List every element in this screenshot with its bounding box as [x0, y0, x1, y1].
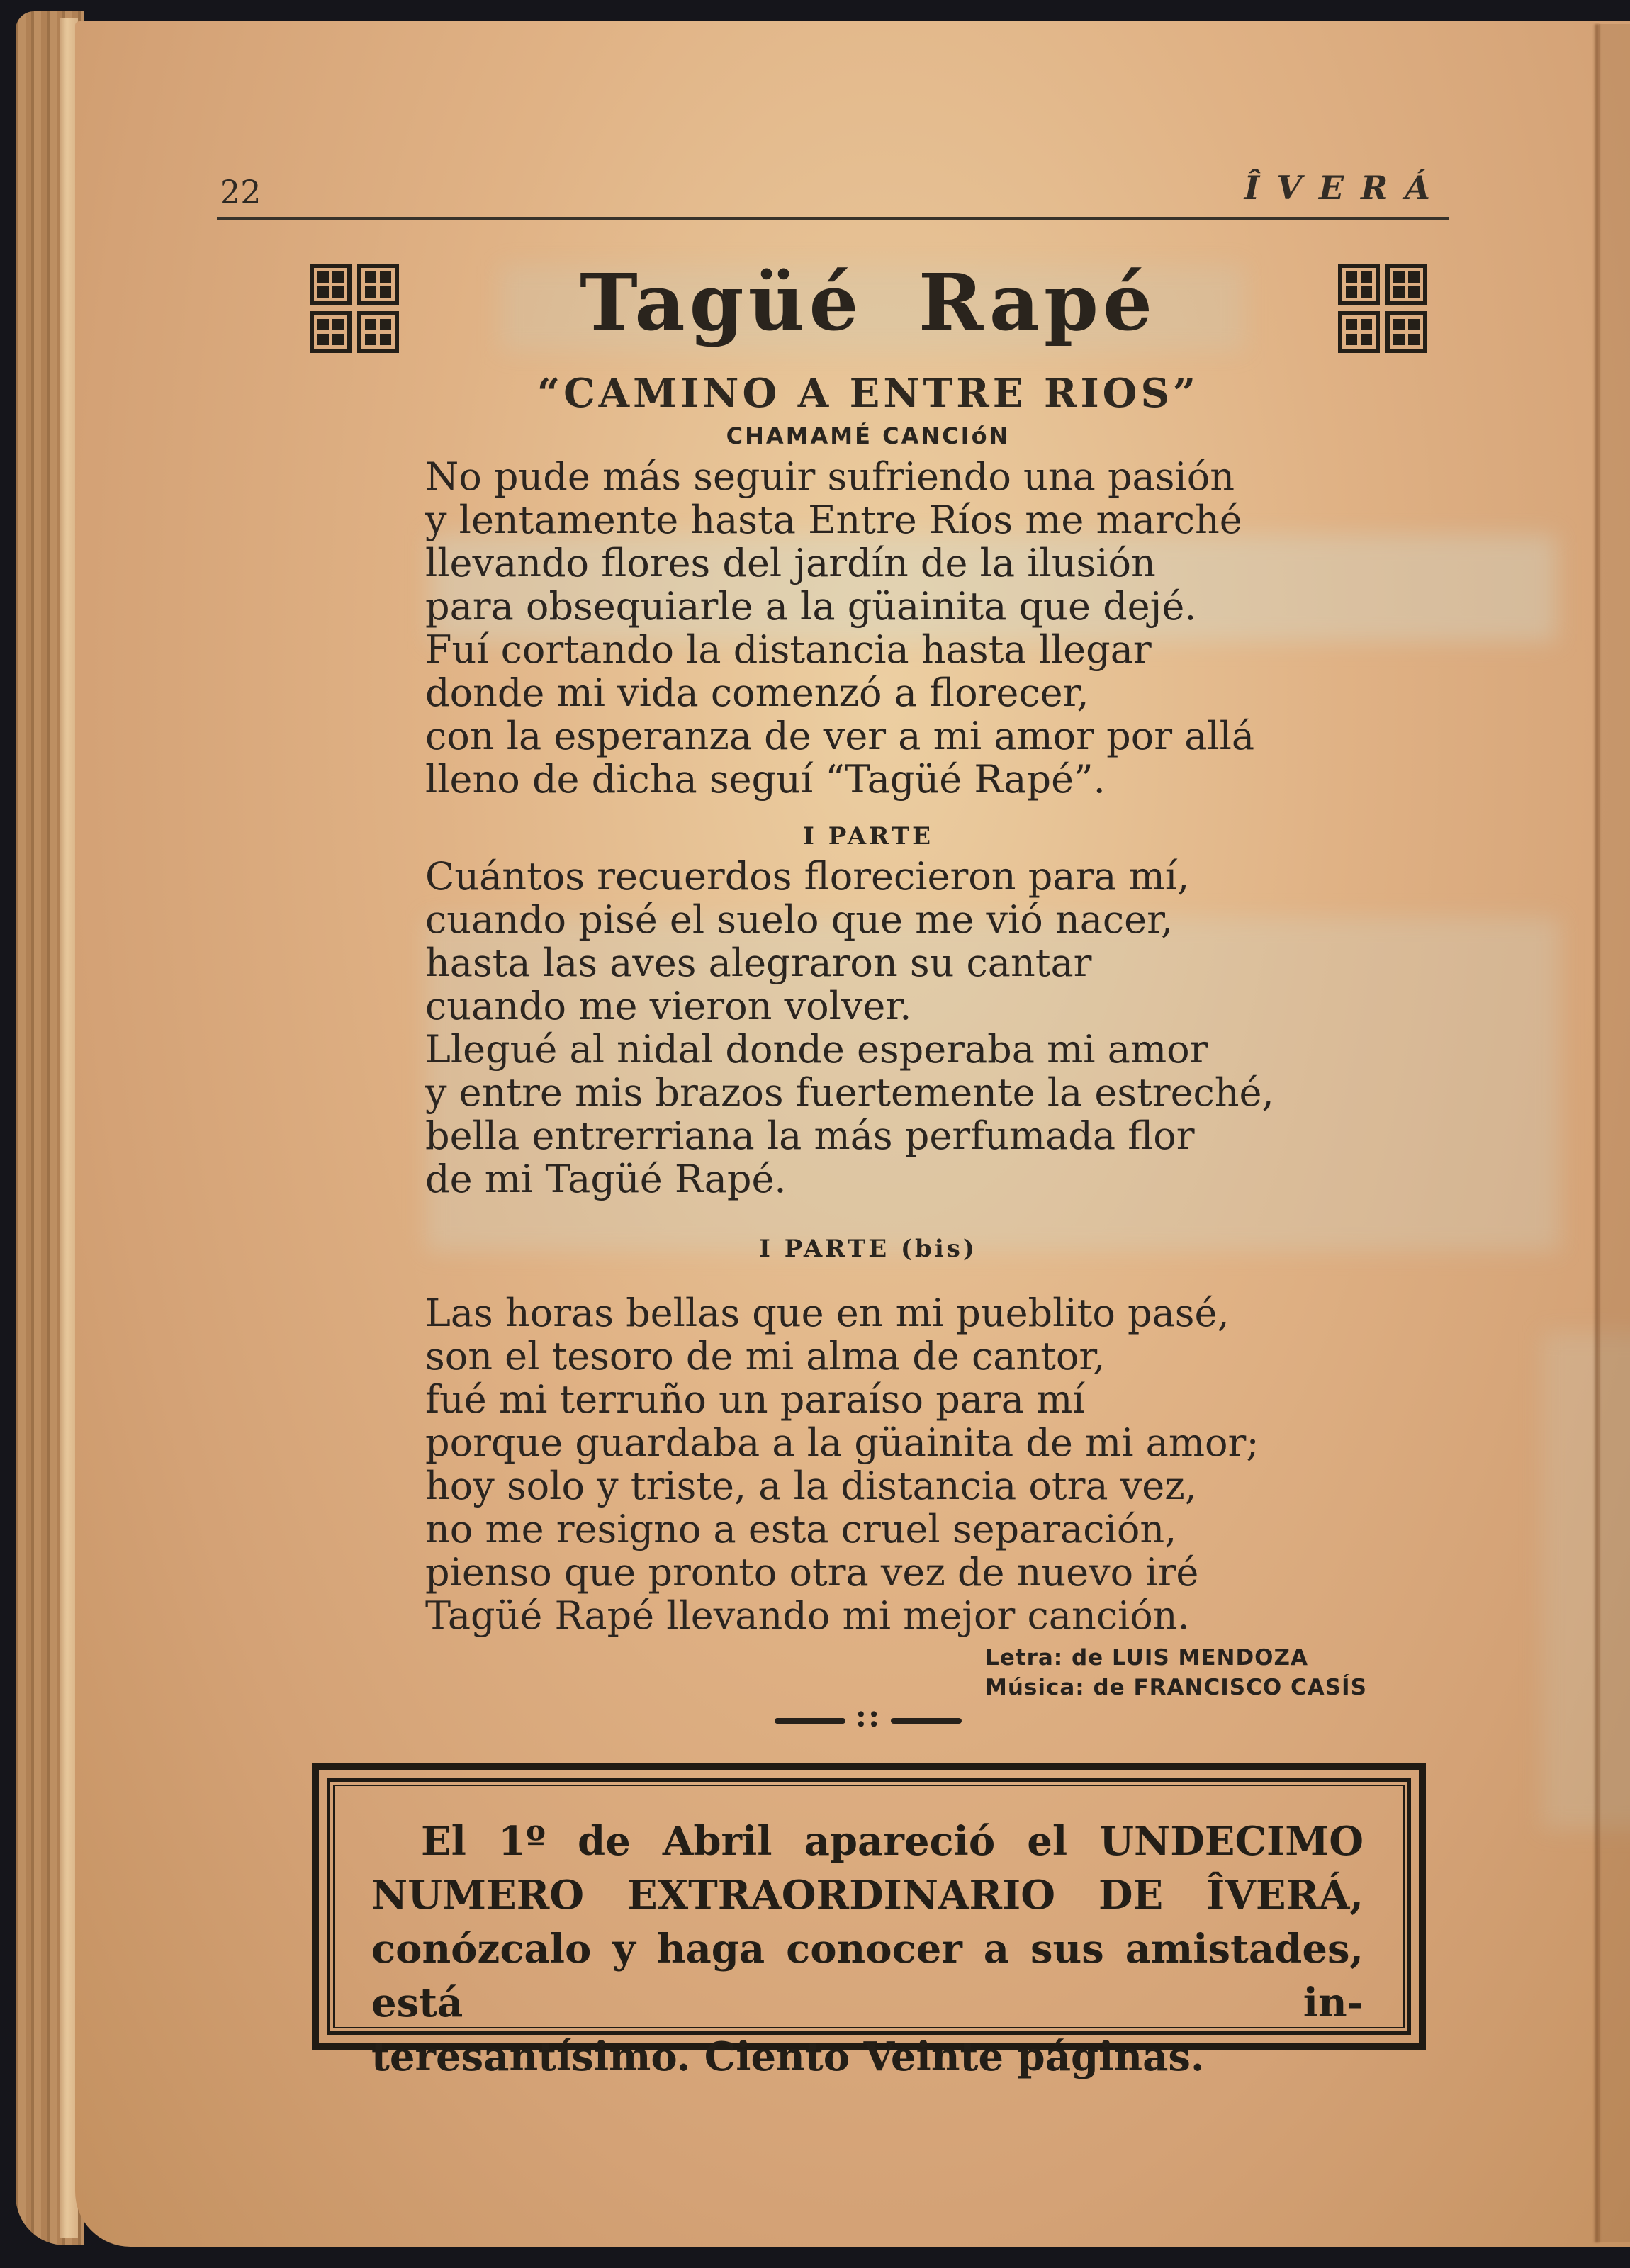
- advertisement-line: teresantísimo. Ciento Veinte páginas.: [371, 2033, 1205, 2080]
- song-title: Tagüé Rapé: [580, 257, 1157, 348]
- verse-line: lleno de dicha seguí “Tagüé Rapé”.: [425, 757, 1106, 802]
- verse-line: cuando me vieron volver.: [425, 984, 912, 1028]
- advertisement-box: [312, 1763, 1426, 2080]
- verse-1: [425, 455, 1502, 801]
- verse-2: [425, 855, 1502, 1201]
- verse-line: Tagüé Rapé llevando mi mejor canción.: [425, 1593, 1190, 1638]
- header-rule: [217, 217, 1449, 220]
- divider-dash-left: [775, 1718, 845, 1724]
- page-curl-shadow: [1599, 24, 1630, 2242]
- verse-line: fué mi terruño un paraíso para mí: [425, 1377, 1085, 1422]
- verse-line: son el tesoro de mi alma de cantor,: [425, 1334, 1106, 1379]
- verse-line: y entre mis brazos fuertemente la estreché,: [425, 1070, 1274, 1115]
- verse-line: Fuí cortando la distancia hasta llegar: [425, 627, 1152, 672]
- verse-line: porque guardaba a la güainita de mi amor;: [425, 1420, 1259, 1465]
- verse-line: con la esperanza de ver a mi amor por allá: [425, 714, 1255, 758]
- verse-line: bella entrerriana la más perfumada flor: [425, 1113, 1195, 1158]
- credit-lyrics: Letra: de LUIS MENDOZA: [985, 1645, 1308, 1671]
- divider-colons: ::: [855, 1698, 882, 1734]
- part-1bis-heading: I PARTE (bis): [759, 1235, 977, 1263]
- advertisement-text: [333, 1785, 1405, 2080]
- verse-line: donde mi vida comenzó a florecer,: [425, 670, 1089, 715]
- magazine-masthead: ÎVERÁ: [1244, 169, 1447, 207]
- song-credits: [985, 1643, 1367, 1702]
- verse-line: Cuántos recuerdos florecieron para mí,: [425, 854, 1190, 899]
- verse-3: [425, 1291, 1502, 1637]
- section-divider: [312, 1698, 1424, 1734]
- verse-line: no me resigno a esta cruel separación,: [425, 1507, 1177, 1551]
- divider-dash-right: [891, 1718, 962, 1724]
- verse-line: llevando flores del jardín de la ilusión: [425, 541, 1156, 585]
- verse-line: hasta las aves alegraron su cantar: [425, 941, 1092, 985]
- song-subtitle: “CAMINO A ENTRE RIOS”: [536, 370, 1200, 417]
- verse-line: para obsequiarle a la güainita que dejé.: [425, 584, 1197, 629]
- advertisement-frame: [327, 1778, 1411, 2080]
- advertisement-line: El 1º de Abril apareció el UNDECIMO: [421, 1818, 1364, 1865]
- verse-line: y lentamente hasta Entre Ríos me marché: [425, 498, 1242, 542]
- verse-line: Las horas bellas que en mi pueblito pasé,: [425, 1291, 1230, 1335]
- page-number: 22: [220, 173, 262, 211]
- verse-line: cuando pisé el suelo que me vió nacer,: [425, 897, 1174, 942]
- verse-line: hoy solo y triste, a la distancia otra vez,: [425, 1464, 1197, 1508]
- verse-line: de mi Tagüé Rapé.: [425, 1157, 787, 1201]
- verse-line: Llegué al nidal donde esperaba mi amor: [425, 1027, 1208, 1072]
- credit-music: Música: de FRANCISCO CASÍS: [985, 1675, 1367, 1700]
- part-1-heading: I PARTE: [802, 822, 934, 850]
- advertisement-line: NUMERO EXTRAORDINARIO DE ÎVERÁ,: [371, 1872, 1364, 1919]
- advertisement-line: conózcalo y haga conocer a sus amistades, está in-: [371, 1926, 1364, 2026]
- verse-line: pienso que pronto otra vez de nuevo iré: [425, 1550, 1199, 1595]
- verse-line: No pude más seguir sufriendo una pasión: [425, 454, 1235, 499]
- song-genre: CHAMAMÉ CANCIóN: [726, 422, 1011, 449]
